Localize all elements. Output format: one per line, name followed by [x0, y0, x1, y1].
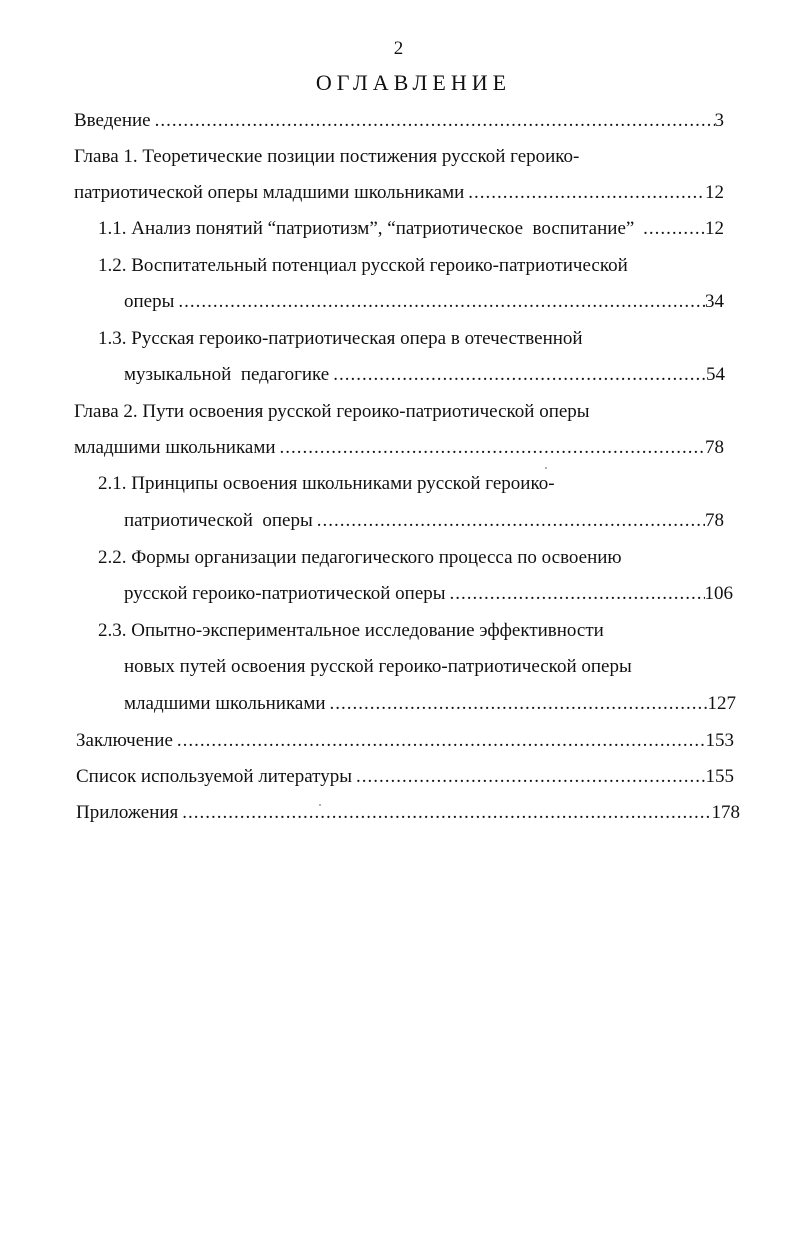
- leader-dots: [356, 763, 706, 791]
- toc-entry-s2-2-line1[interactable]: [98, 544, 724, 572]
- toc-entry-page: 106: [704, 583, 733, 604]
- leader-dots: [182, 799, 711, 827]
- page-number: 2: [393, 38, 404, 59]
- toc-entry-page: 178: [711, 802, 740, 823]
- toc-entry-text: музыкальной педагогике: [124, 364, 330, 385]
- toc-entry-page: 3: [714, 110, 724, 131]
- toc-entry-page: 153: [705, 730, 734, 751]
- toc-entry-text: Глава 1. Теоретические позиции постижения русской героико-: [74, 146, 580, 167]
- toc-entry-text: Введение: [74, 110, 151, 131]
- toc-entry-s2-3-line3[interactable]: [124, 690, 736, 718]
- toc-entry-page: 127: [707, 693, 736, 714]
- toc-entry-page: 12: [705, 182, 724, 203]
- leader-dots: [178, 288, 705, 316]
- toc-entry-text: Глава 2. Пути освоения русской героико-патриотической оперы: [74, 401, 590, 422]
- toc-entry-text: 2.3. Опытно-экспериментальное исследование эффективности: [98, 620, 604, 641]
- toc-entry-text: патриотической оперы младшими школьниками: [74, 182, 465, 203]
- toc-entry-s1-2-line1[interactable]: [98, 252, 724, 280]
- toc-entry-s2-2-line2[interactable]: [124, 580, 733, 608]
- toc-entry-page: 78: [705, 510, 724, 531]
- toc-entry-text: 1.1. Анализ понятий “патриотизм”, “патриотическое воспитание”: [98, 218, 640, 239]
- toc-entry-s1-1[interactable]: [98, 215, 724, 243]
- toc-entry-text: 2.1. Принципы освоения школьниками русской героико-: [98, 473, 555, 494]
- leader-dots: [177, 727, 706, 755]
- scan-speck: [545, 467, 547, 469]
- toc-title: ОГЛАВЛЕНИЕ: [315, 70, 512, 95]
- toc-entry-s1-3-line2[interactable]: [124, 361, 725, 389]
- toc-entry-page: 12: [705, 218, 724, 239]
- toc-entry-ch2-line1[interactable]: [74, 398, 724, 426]
- leader-dots: [450, 580, 705, 608]
- leader-dots: [643, 215, 705, 243]
- toc-entry-text: Приложения: [76, 802, 179, 823]
- toc-entry-ch2-line2[interactable]: [74, 434, 724, 462]
- toc-entry-literature[interactable]: [76, 763, 734, 791]
- toc-entry-page: 54: [706, 364, 725, 385]
- toc-entry-appendices[interactable]: [76, 799, 740, 827]
- toc-entry-text: младшими школьниками: [124, 693, 326, 714]
- leader-dots: [330, 690, 708, 718]
- leader-dots: [468, 179, 705, 207]
- toc-entry-text: младшими школьниками: [74, 437, 276, 458]
- toc-entry-conclusion[interactable]: [76, 727, 734, 755]
- toc-entry-s1-2-line2[interactable]: [124, 288, 724, 316]
- toc-entry-text: новых путей освоения русской героико-патриотической оперы: [124, 656, 632, 677]
- leader-dots: [333, 361, 706, 389]
- toc-entry-text: 2.2. Формы организации педагогического процесса по освоению: [98, 547, 622, 568]
- leader-dots: [317, 507, 705, 535]
- toc-entry-s2-1-line1[interactable]: [98, 470, 724, 498]
- toc-entry-text: Список используемой литературы: [76, 766, 352, 787]
- toc-entry-text: Заключение: [76, 730, 173, 751]
- toc-entry-text: русской героико-патриотической оперы: [124, 583, 446, 604]
- toc-entry-page: 78: [705, 437, 724, 458]
- toc-entry-text: 1.2. Воспитательный потенциал русской героико-патриотической: [98, 255, 628, 276]
- toc-entry-text: патриотической оперы: [124, 510, 313, 531]
- toc-entry-text: оперы: [124, 291, 175, 312]
- toc-entry-intro[interactable]: [74, 107, 724, 135]
- toc-entry-page: 34: [705, 291, 724, 312]
- toc-entry-ch1-line1[interactable]: [74, 143, 724, 171]
- toc-entry-ch1-line2[interactable]: [74, 179, 724, 207]
- leader-dots: [280, 434, 705, 462]
- toc-entry-s2-3-line1[interactable]: [98, 617, 724, 645]
- toc-entry-page: 155: [705, 766, 734, 787]
- toc-entry-s1-3-line1[interactable]: [98, 325, 724, 353]
- toc-entry-text: 1.3. Русская героико-патриотическая опера в отечественной: [98, 328, 583, 349]
- scan-speck: [319, 804, 321, 806]
- toc-entry-s2-3-line2[interactable]: [124, 653, 724, 681]
- toc-entry-s2-1-line2[interactable]: [124, 507, 724, 535]
- leader-dots: [155, 107, 715, 135]
